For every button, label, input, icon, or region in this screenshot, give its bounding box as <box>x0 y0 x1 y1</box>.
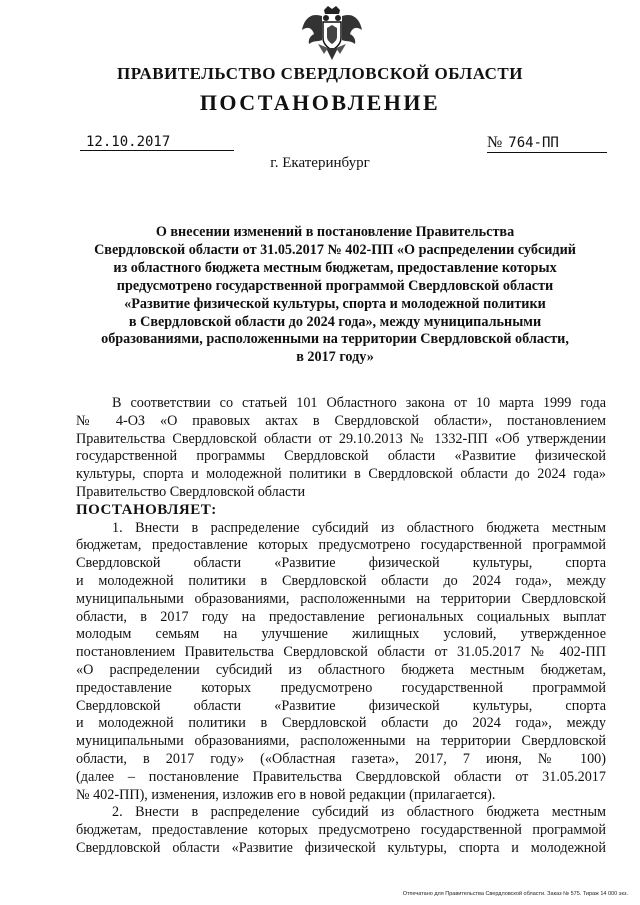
body-line: В соответствии со статьей 101 Областного закона от 10 марта 1999 года <box>112 395 606 411</box>
number-value: 764-ПП <box>508 135 559 151</box>
number-sign: № <box>487 134 503 151</box>
body-line: 2. Внести в распределение субсидий из областного бюджета местным <box>112 804 606 821</box>
document-body <box>76 395 606 858</box>
body-line: культуры, спорта и молодежной политики в Свердловской области до 2024 года» <box>76 466 606 483</box>
body-line: (далее – постановление Правительства Свердловской области от 31.05.2017 <box>76 768 606 785</box>
body-line: бюджетам, предоставление которых предусмотрено государственной программой <box>76 822 606 839</box>
body-line: «О распределении субсидий из областного бюджета местным бюджетам, <box>76 661 606 678</box>
body-line: № 4-ОЗ «О правовых актах в Свердловской области», постановлением <box>76 412 606 429</box>
body-line: Свердловской области «Развитие физической культуры, спорта <box>76 555 606 572</box>
decree-heading: ПОСТАНОВЛЯЕТ: <box>76 501 217 518</box>
document-date: 12.10.2017 <box>80 134 234 151</box>
print-note: Отпечатано для Правительства Свердловской области. Заказ № 575. Тираж 14 000 экз. <box>402 891 628 897</box>
body-line: муниципальными образованиями, расположенными на территории Свердловской <box>76 590 606 607</box>
body-line: и молодежной политики в Свердловской области до 2024 года», между <box>76 715 606 732</box>
body-line: постановлением Правительства Свердловской области от 31.05.2017 № 402-ПП <box>76 644 606 661</box>
body-line: № 402-ПП), изменения, изложив его в новой редакции (прилагается). <box>76 786 496 803</box>
coat-of-arms-icon <box>300 4 364 62</box>
title-line: предусмотрено государственной программой Свердловской области <box>116 277 554 294</box>
organization-name: ПРАВИТЕЛЬСТВО СВЕРДЛОВСКОЙ ОБЛАСТИ <box>117 64 523 83</box>
document-title <box>80 224 590 367</box>
document-type: ПОСТАНОВЛЕНИЕ <box>199 90 441 115</box>
title-line: О внесении изменений в постановление Правительства <box>155 224 515 240</box>
body-line: Свердловской области «Развитие физической культуры, спорта <box>76 697 606 714</box>
body-line: Свердловской области «Развитие физической культуры, спорта и молодежной <box>76 839 606 856</box>
title-line: «Развитие физической культуры, спорта и молодежной политики <box>124 295 546 312</box>
title-line: в Свердловской области до 2024 года», между муниципальными <box>128 313 542 330</box>
body-line: области, в 2017 году» («Областная газета», 2017, 7 июня, № 100) <box>76 750 606 767</box>
body-line: 1. Внести в распределение субсидий из областного бюджета местным <box>112 519 606 536</box>
body-line: предоставление которых предусмотрено государственной программой <box>76 679 606 696</box>
title-line: в 2017 году» <box>296 349 374 366</box>
city: г. Екатеринбург <box>270 155 370 171</box>
title-line: Свердловской области от 31.05.2017 № 402-ПП «О распределении субсидий <box>94 241 576 258</box>
title-line: образованиями, расположенными на территории Свердловской области, <box>101 331 569 348</box>
body-line: молодым семьям на улучшение жилищных условий, утвержденное <box>76 626 606 643</box>
body-line: государственной программы Свердловской области «Развитие физической <box>76 448 606 465</box>
body-line: муниципальными образованиями, расположенными на территории Свердловской <box>76 733 606 750</box>
body-line: бюджетам, предоставление которых предусмотрено государственной программой <box>76 537 606 554</box>
title-line: из областного бюджета местным бюджетам, предоставление которых <box>113 259 557 276</box>
body-line: и молодежной политики в Свердловской области до 2024 года», между <box>76 572 606 589</box>
body-line: области, в 2017 году на предоставление региональных социальных выплат <box>76 608 606 625</box>
body-line: Правительство Свердловской области <box>76 483 306 500</box>
document-number <box>487 134 607 153</box>
body-line: Правительства Свердловской области от 29.10.2013 № 1332-ПП «Об утверждении <box>76 430 606 447</box>
